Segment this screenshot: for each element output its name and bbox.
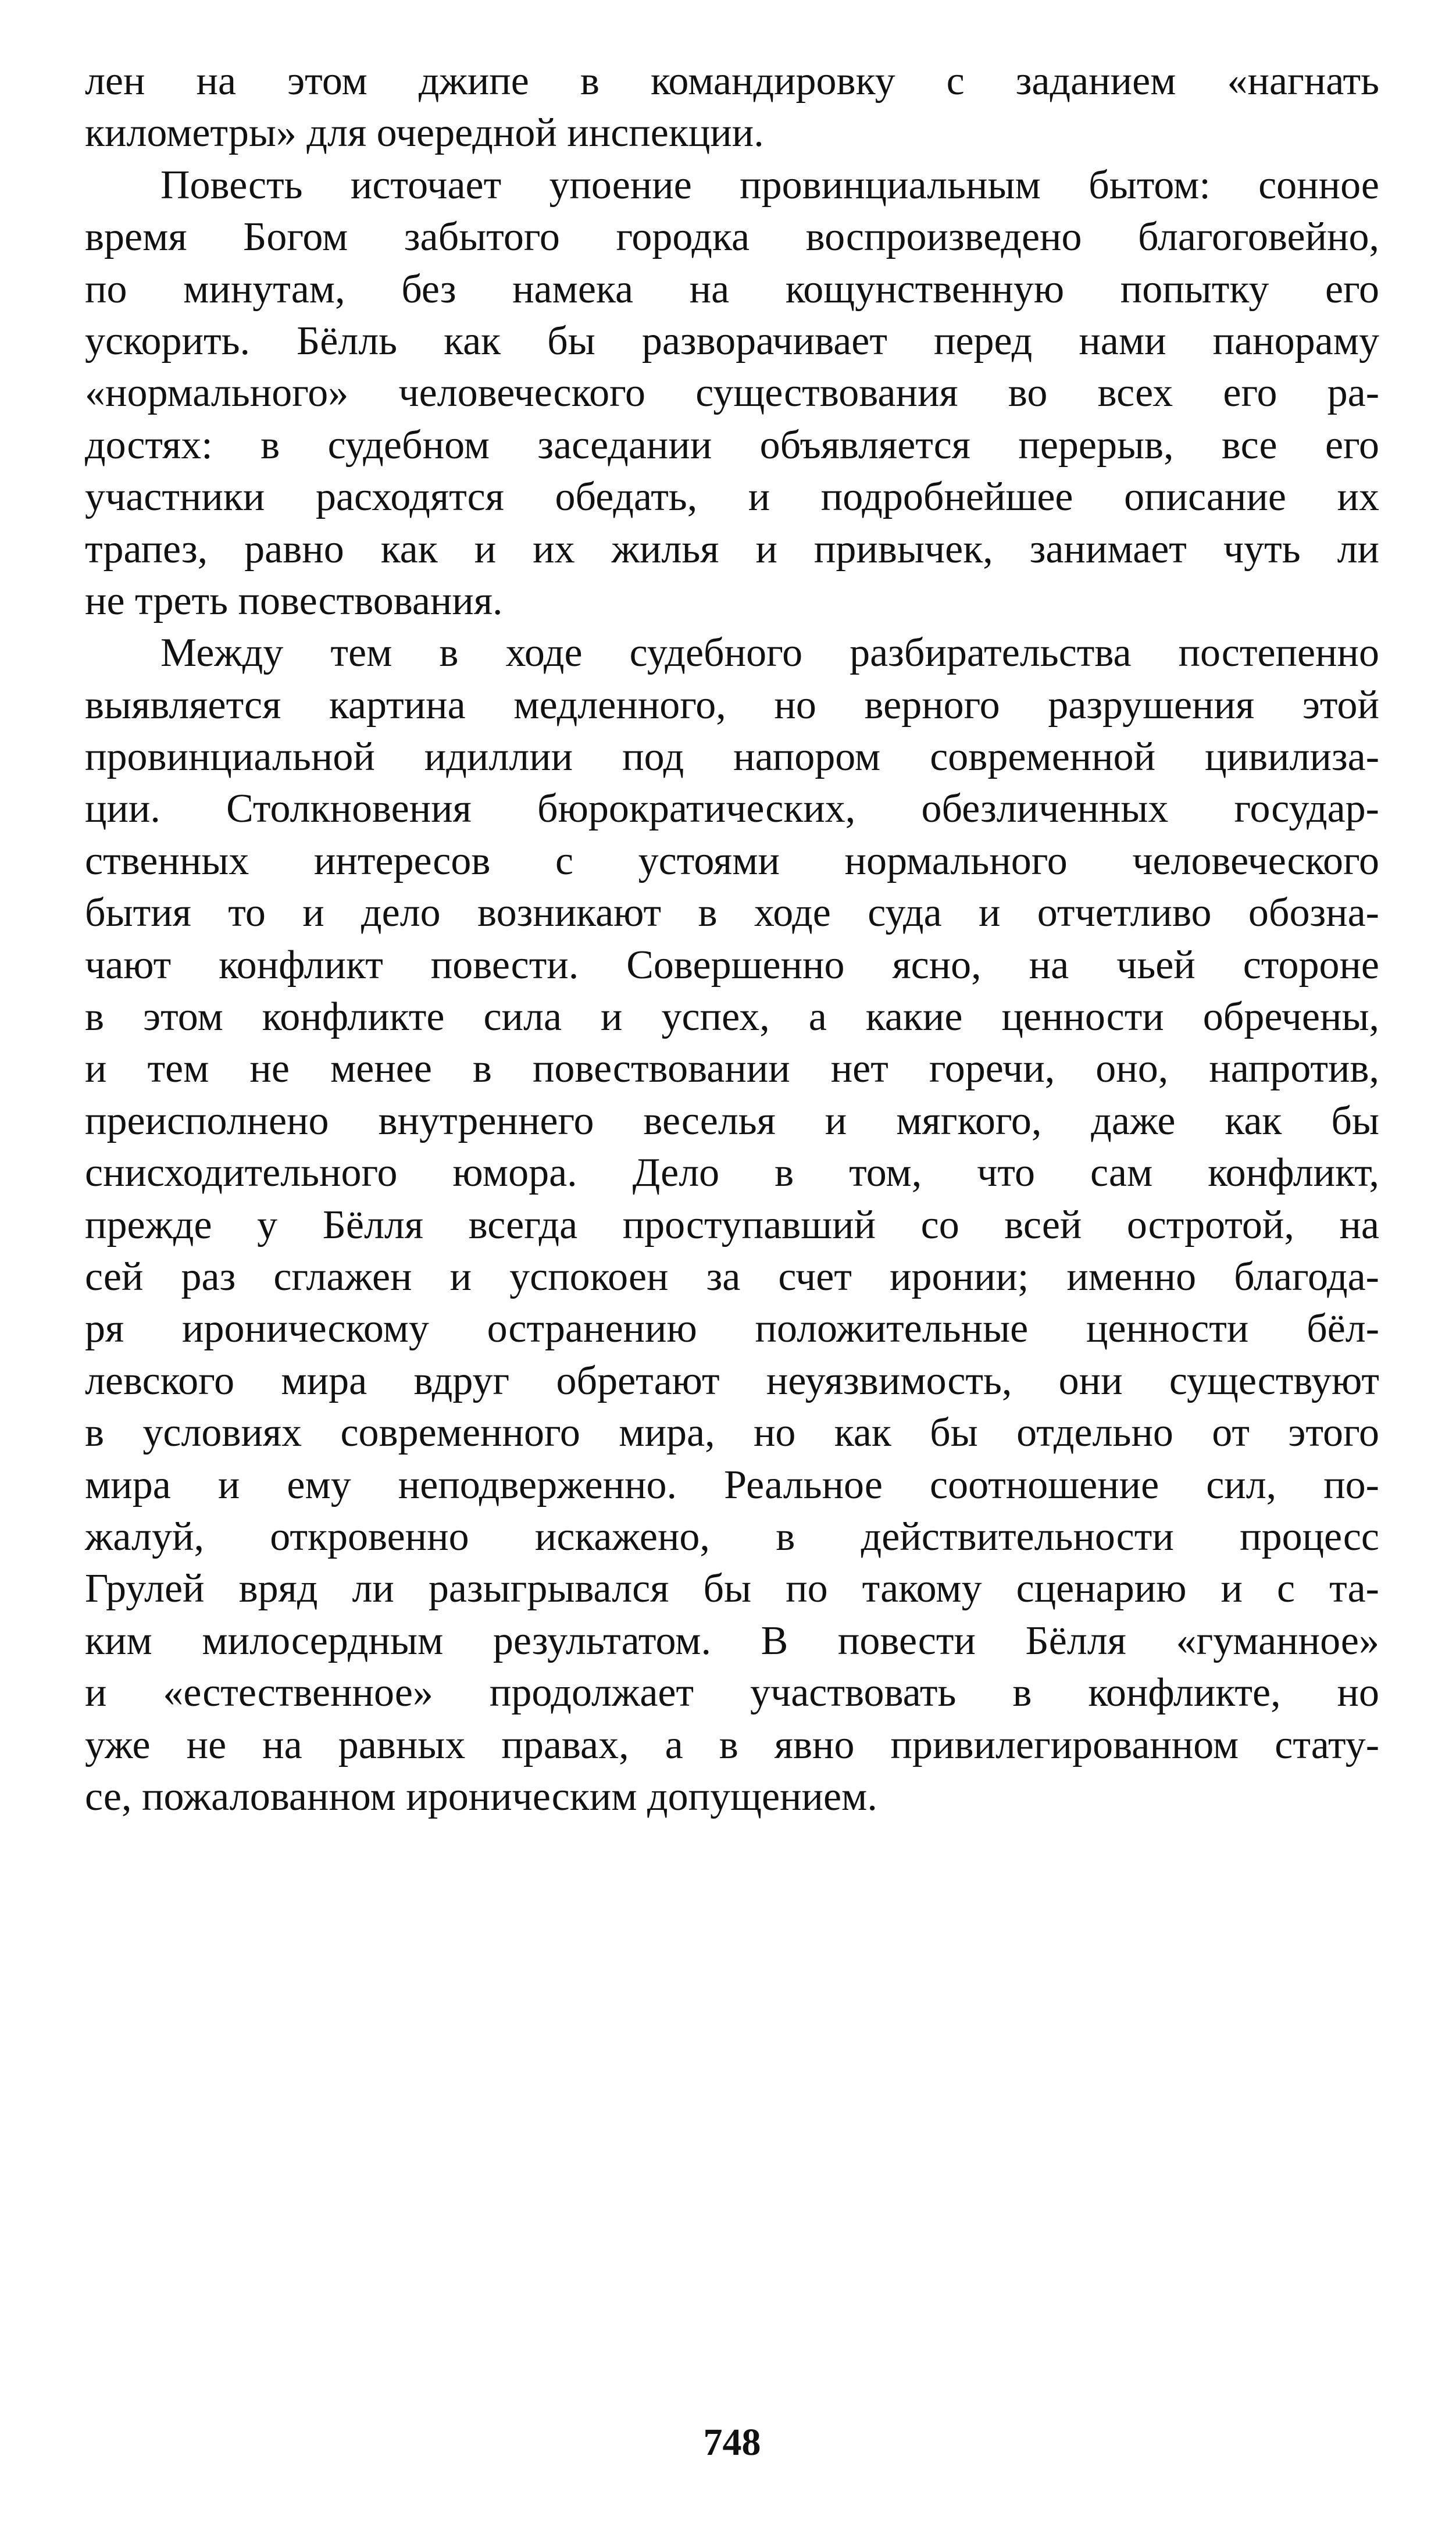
- text-line: ря ироническому остранению положительные ценности бёл-: [85, 1306, 1379, 1352]
- text-line: и тем не менее в повествовании нет горечи, оно, напротив,: [85, 1046, 1379, 1092]
- text-line: лен на этом джипе в командировку с заданием «нагнать: [85, 59, 1379, 104]
- text-line: преисполнено внутреннего веселья и мягкого, даже как бы: [85, 1098, 1379, 1143]
- text-line: в условиях современного мира, но как бы отдельно от этого: [85, 1410, 1379, 1456]
- text-line: участники расходятся обедать, и подробнейшее описание их: [85, 475, 1379, 520]
- text-line: прежде у Бёлля всегда проступавший со всей остротой, на: [85, 1202, 1379, 1247]
- paragraph: [85, 55, 1379, 159]
- text-line: левского мира вдруг обретают неуязвимость, они существуют: [85, 1358, 1379, 1403]
- text-line: по минутам, без намека на кощунственную попытку его: [85, 266, 1379, 312]
- page-number: 748: [703, 2421, 761, 2464]
- text-line: уже не на равных правах, а в явно привилегированном стату-: [85, 1722, 1379, 1767]
- text-line: в этом конфликте сила и успех, а какие ценности обречены,: [85, 995, 1379, 1040]
- text-line: ускорить. Бёлль как бы разворачивает перед нами панораму: [85, 318, 1379, 363]
- text-line: ции. Столкновения бюрократических, обезличенных государ-: [85, 786, 1379, 832]
- text-line: провинциальной идиллии под напором современной цивилиза-: [85, 735, 1379, 780]
- text-line: чают конфликт повести. Совершенно ясно, на чьей стороне: [85, 942, 1379, 988]
- text-line: ственных интересов с устоями нормального человеческого: [85, 838, 1379, 883]
- text-line: «нормального» человеческого существования во всех его ра-: [85, 370, 1379, 416]
- text-line: се, пожалованном ироническим допущением.: [85, 1774, 877, 1819]
- text-line: бытия то и дело возникают в ходе суда и отчетливо обозна-: [85, 890, 1379, 936]
- text-line: трапез, равно как и их жилья и привычек, занимает чуть ли: [85, 526, 1379, 572]
- text-line: жалуй, откровенно искажено, в действительности процесс: [85, 1514, 1379, 1559]
- text-line: километры» для очередной инспекции.: [85, 111, 764, 156]
- text-line: достях: в судебном заседании объявляется перерыв, все его: [85, 422, 1379, 468]
- text-line: выявляется картина медленного, но верного разрушения этой: [85, 682, 1379, 728]
- text-line: сей раз сглажен и успокоен за счет иронии; именно благода-: [85, 1254, 1379, 1299]
- text-line: мира и ему неподверженно. Реальное соотношение сил, по-: [85, 1462, 1379, 1507]
- paragraph: [85, 159, 1379, 628]
- text-line: время Богом забытого городка воспроизведено благоговейно,: [85, 215, 1379, 260]
- book-page: [85, 55, 1379, 2469]
- text-line: Между тем в ходе судебного разбирательства постепенно: [160, 630, 1379, 676]
- text-line: снисходительного юмора. Дело в том, что сам конфликт,: [85, 1150, 1379, 1196]
- text-line: ким милосердным результатом. В повести Бёлля «гуманное»: [85, 1618, 1379, 1663]
- text-line: не треть повествования.: [85, 578, 503, 623]
- text-line: Повесть источает упоение провинциальным бытом: сонное: [160, 162, 1379, 208]
- paragraph: [85, 627, 1379, 1823]
- text-line: и «естественное» продолжает участвовать в конфликте, но: [85, 1670, 1379, 1716]
- text-line: Грулей вряд ли разыгрывался бы по такому сценарию и с та-: [85, 1566, 1379, 1612]
- body-text: [85, 55, 1379, 1823]
